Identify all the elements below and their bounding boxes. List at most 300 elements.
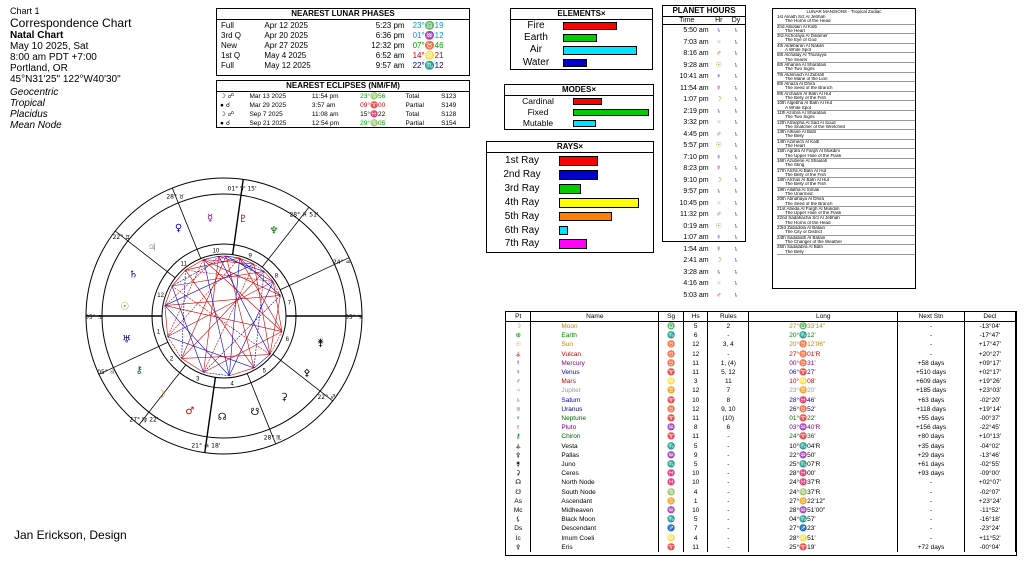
mansion-entry: 5th Alchatay Al Thurayya [777,53,827,58]
mansion-entry: The Searer [777,58,915,63]
planet-next-station: +185 days [898,386,964,395]
planet-row [506,350,1016,359]
day-ruler: ♄ [733,153,739,161]
cusp-label: 28° ♏ [263,434,282,442]
rays-bar [559,239,587,249]
rays-panel [486,141,654,253]
lunar-phase-row [217,51,469,61]
hours-row [663,106,745,118]
planet-rules: - [708,469,749,478]
hours-col-header: Dy [727,17,745,25]
planet-sign: ♏ [659,442,684,451]
modes-bar [573,120,596,127]
planet-col-header: Long [749,312,898,322]
planet-house: 10 [683,396,707,405]
hour-time: 7:03 am [683,38,709,46]
wheel-ring [152,244,296,388]
mansion-entry: 16th Azubene Al Shaulah [777,158,828,163]
eclipse-row [217,110,469,119]
planet-house: 5 [683,460,707,469]
planet-symbol: ⚵ [506,460,531,469]
planet-symbol: Ic [506,534,531,543]
planet-name: Mars [531,377,659,386]
mansion-entry: The Eye of God [777,38,915,43]
planet-longitude: 27°♉01'R [749,350,898,359]
hour-time: 9:57 pm [683,188,709,195]
planet-symbol: ⚷ [506,432,531,441]
day-ruler: ♄ [733,96,739,103]
hours-row [663,163,745,175]
planet-next-station: +72 days [898,543,964,552]
planet-house: 12 [683,386,707,395]
planet-glyph: ♅ [122,334,132,346]
hour-ruler: ☉ [715,61,722,69]
mansion-entry: The Heart [777,144,915,149]
aspect-line [203,260,229,376]
aspect-line [203,295,280,372]
planet-symbol: Ds [506,524,531,533]
planet-longitude: 25°♈19' [749,543,898,552]
planet-name: Midheaven [531,506,659,515]
planet-next-station: - [898,524,964,533]
mansion-entry: A White Spot [777,106,915,111]
planet-rules: 6 [708,423,749,432]
hour-time: 1:54 am [683,245,709,253]
chart-wheel [84,168,364,464]
mansion-entry: The Two Signs [777,115,915,120]
hour-ruler: ♂ [716,211,722,218]
planet-row [506,377,1016,386]
planet-longitude: 24°♍37'R [749,488,898,497]
mansion-entry: 20th Abnahaya Al Dhira [777,197,825,202]
planet-rules: - [708,451,749,460]
planet-symbol: ⚳ [506,469,531,478]
planet-name: Descendant [531,524,659,533]
eclipse-position: 23°♍56 [360,93,386,100]
planet-glyph: ☽ [156,389,166,401]
eclipse-saros: S128 [441,111,457,118]
planet-rules: - [708,331,749,340]
planet-name: Mercury [531,359,659,368]
planet-house: 4 [683,534,707,543]
cusp-label: 05° ♋ [85,314,103,321]
day-ruler: ♄ [733,199,739,207]
eclipse-symbol: ☽ ☍ [220,93,235,100]
hour-ruler: ♃ [716,38,722,46]
eclipse-date: Mar 13 2025 [249,93,286,100]
hour-ruler: ♄ [716,27,722,34]
planet-longitude: 20°♉12'06" [749,340,898,349]
planet-name: Juno [531,460,659,469]
eclipse-kind: Total [405,111,420,118]
day-ruler: ♄ [733,142,739,149]
hour-time: 8:16 am [683,50,709,57]
elements-bar [563,34,597,42]
planet-row [506,460,1016,469]
setting-2: Tropical [10,98,45,109]
house-number: 11 [180,261,187,268]
planet-row [506,423,1016,432]
hour-ruler: ☽ [715,257,722,264]
mansion-entry: The Upper Hole of the Flask [777,154,915,159]
planet-declination: -16°18' [964,515,1015,524]
planet-row [506,386,1016,395]
elements-label: Air [529,44,543,56]
planet-declination: +09°17' [964,359,1015,368]
day-ruler: ♄ [733,119,739,126]
planet-longitude: 01°♈22' [749,414,898,423]
lunar-mansions-panel [772,8,916,289]
planet-name: Uranus [531,405,659,414]
house-number: 9 [248,253,252,260]
elements-panel [510,8,653,70]
planet-row [506,488,1016,497]
hour-ruler: ☿ [716,84,722,92]
planet-next-station: - [898,534,964,543]
aspect-line [254,264,270,355]
hours-row [663,83,745,95]
hour-ruler: ☽ [715,176,722,184]
planet-declination: -00°37' [964,414,1015,423]
planet-symbol: Mc [506,506,531,515]
planet-next-station: - [898,497,964,506]
day-ruler: ♄ [733,130,739,138]
planet-next-station: +58 days [898,359,964,368]
hour-time: 10:45 pm [679,199,709,207]
modes-title: MODES× [505,85,653,96]
eclipse-date: Sep 7 2025 [249,111,283,118]
hour-ruler: ♂ [716,291,722,299]
planet-house: 3 [683,377,707,386]
house-number: 5 [262,368,266,375]
day-ruler: ♄ [733,245,739,253]
planet-house: 11 [683,359,707,368]
planet-name: Ascendant [531,497,659,506]
hour-time: 5:50 am [683,27,709,34]
planet-name: Pallas [531,451,659,460]
house-number: 8 [274,273,279,280]
day-ruler: ♄ [733,27,739,34]
planet-longitude: 10°♌08' [749,377,898,386]
phase-position: 22°♏12 [412,61,444,70]
aspect-line [165,306,168,337]
elements-bar [563,22,617,30]
planet-next-station: +93 days [898,469,964,478]
setting-3: Placidus [10,109,48,120]
rays-label: 7th Ray [504,238,540,250]
planet-longitude: 27°♐23' [749,524,898,533]
planet-house: 10 [683,506,707,515]
day-ruler: ♄ [733,291,739,299]
mansion-entry: 14th Azimech Al Kalb [777,139,820,144]
planet-hours-table [663,17,745,301]
planet-longitude: 04°♏57' [749,515,898,524]
planet-next-station: - [898,488,964,497]
planet-longitude: 23°♊20' [749,386,898,395]
hours-row [663,60,745,72]
hour-ruler: ☿ [716,165,722,172]
mansion-entry: The Belly of the Fish [777,173,915,178]
planet-name: Earth [531,331,659,340]
mansion-entry: 2nd Albotain Al Kalb [777,24,818,29]
hours-row [663,25,745,37]
planet-glyph: ♇ [238,213,248,225]
planet-rules: 1, (4) [708,359,749,368]
chart-subtitle: Natal Chart [10,30,64,41]
planet-declination: -09°00' [964,469,1015,478]
eclipse-symbol: ● ☌ [220,120,231,127]
phase-name: Full [221,61,234,70]
planet-sign: ♉ [659,350,684,359]
elements-label: Earth [524,32,548,44]
hours-row [663,37,745,49]
planet-longitude: 28°♌51' [749,534,898,543]
planet-declination: +20°27' [964,350,1015,359]
planet-glyph: ♄ [128,269,138,281]
planet-table [506,312,1016,552]
mansion-entry: 12th Alzarpha Al Sad Al Suud [777,120,836,125]
planet-sign: ♈ [659,396,684,405]
cusp-label: 27° ♍ 22' [129,416,159,424]
planet-house: 9 [683,451,707,460]
phase-name: 1st Q [221,51,241,60]
mansion-entry: 17th Alchil Al Batn Al Hut [777,168,827,173]
phase-time: 12:32 pm [371,41,405,50]
planet-row [506,432,1016,441]
eclipse-row [217,101,469,110]
planet-rules: - [708,432,749,441]
planet-hours-title: PLANET HOURS [663,6,745,17]
day-ruler: ♄ [733,268,739,276]
eclipses-panel [216,80,470,128]
planet-rules: - [708,460,749,469]
planet-row [506,331,1016,340]
planet-name: Ceres [531,469,659,478]
planet-longitude: 27°♊22'12" [749,497,898,506]
phase-time: 9:57 am [375,61,405,70]
planet-symbol: ⚶ [506,350,531,359]
planet-sign: ♒ [659,506,684,515]
planet-name: Chiron [531,432,659,441]
planet-sign: ♏ [659,331,684,340]
planet-next-station: +156 days [898,423,964,432]
planet-symbol: As [506,497,531,506]
lunar-mansions-title: LUNAR MANSIONS - Tropical Zodiac [806,9,882,14]
mansion-entry: The Belly [777,134,915,139]
cusp-label: 22° ♊ [112,233,131,241]
aspect-line [165,306,282,332]
planet-longitude: 28°♓46' [749,396,898,405]
planet-declination: -13°46' [964,451,1015,460]
mansion-entry: 6th Alhanna Al Sharatain [777,62,827,67]
rays-title: RAYS× [487,142,653,153]
aspect-line [203,260,281,332]
planet-name: Sun [531,340,659,349]
planet-next-station: - [898,331,964,340]
planet-house: 10 [683,478,707,487]
planet-sign: ♉ [659,340,684,349]
hours-row [663,94,745,106]
hour-time: 1:07 am [683,234,709,241]
hours-row [663,209,745,221]
planet-col-header: Decl [964,312,1015,322]
hours-row [663,244,745,256]
planet-longitude: 10°♏04'R [749,442,898,451]
planet-name: Saturn [531,396,659,405]
planet-declination: +23°24' [964,497,1015,506]
hour-time: 5:03 am [683,291,709,299]
mansion-entry: The Snatcher of the Wretched [777,125,915,130]
mansion-entry: The Seed of the Branch [777,86,915,91]
planet-house: 11 [683,432,707,441]
house-number: 2 [169,356,174,363]
planet-rules: 3, 4 [708,340,749,349]
planet-name: Black Moon [531,515,659,524]
planet-declination: -02°55' [964,460,1015,469]
planet-name: South Node [531,488,659,497]
planet-next-station: - [898,322,964,332]
planet-row [506,515,1016,524]
hours-row [663,186,745,198]
planet-glyph: ♃ [147,242,157,254]
phase-time: 6:36 pm [375,31,405,40]
planet-name: Vesta [531,442,659,451]
planet-symbol: ♄ [506,396,531,405]
planet-house: 8 [683,423,707,432]
planet-rules: - [708,478,749,487]
cusp-label: 05° ♑ [345,314,363,321]
planet-rules: - [708,524,749,533]
eclipse-row [217,119,469,128]
mansion-entry: 11th Azobra Al Sharatain [777,110,827,115]
mansion-entry: 24th Sadabath Al Batain [777,235,826,240]
phase-time: 5:23 pm [375,21,405,30]
house-number: 12 [157,293,164,300]
planet-longitude: 25°♏07'R [749,460,898,469]
planet-longitude: 24°♓37'R [749,478,898,487]
planet-hours-panel [662,5,746,299]
planet-row [506,359,1016,368]
hours-row [663,232,745,244]
hour-time: 2:19 pm [683,107,709,115]
planet-sign: ♉ [659,359,684,368]
planet-sign: ♉ [659,405,684,414]
planet-symbol: ⚴ [506,543,531,552]
hours-row [663,140,745,152]
planet-name: Pluto [531,423,659,432]
planet-longitude: 27°♎33'14" [749,322,898,332]
planet-name: Imum Coeli [531,534,659,543]
planet-declination: -04°02' [964,442,1015,451]
aspect-line [182,256,227,358]
rays-bar [559,184,581,194]
cusp-label: 24° ♒ [332,259,351,267]
rays-bar [559,156,598,166]
planet-rules: 2 [708,322,749,332]
rays-label: 1st Ray [505,155,539,166]
planet-row [506,405,1016,414]
planet-col-header: Name [531,312,659,322]
lunar-phase-row [217,41,469,51]
planet-rules: - [708,497,749,506]
planet-rules: (10) [708,414,749,423]
phase-position: 14°♌21 [412,51,444,60]
eclipse-kind: Total [405,93,420,100]
eclipse-symbol: ● ☌ [220,102,231,109]
elements-label: Water [522,56,550,68]
wheel-ring [162,254,286,378]
planet-longitude: 28°♒51'00" [749,506,898,515]
planet-next-station: +55 days [898,414,964,423]
planet-sign: ♊ [659,386,684,395]
planet-glyph: ⚴ [303,367,311,379]
planet-symbol: ♇ [506,423,531,432]
day-ruler: ♄ [733,107,739,115]
planet-next-station: - [898,478,964,487]
day-ruler: ♄ [733,61,739,69]
planet-house: 10 [683,469,707,478]
planet-next-station: +35 days [898,442,964,451]
planet-glyph: ♂ [185,405,195,417]
mansion-entry: 3rd Alchoraya Al Dalamer [777,34,828,39]
eclipses-title: NEAREST ECLIPSES (NM/FM) [217,81,469,92]
mansion-entry: 7th Aldimiach Al Zubrah [777,72,825,77]
planet-declination: +11°52' [964,534,1015,543]
planet-sign: ♏ [659,460,684,469]
planet-sign: ♒ [659,451,684,460]
planet-declination: +17°47' [964,340,1015,349]
planet-symbol: ☋ [506,488,531,497]
planet-name: Venus [531,368,659,377]
lunar-mansions-list [773,15,915,255]
mansion-entry: The Sting [777,163,915,168]
day-ruler: ♄ [733,73,739,80]
planet-glyph: ♆ [269,225,279,237]
planet-sign: ♎ [659,322,684,332]
rays-label: 2nd Ray [503,168,541,180]
mansion-entry: The Two Signs [777,67,915,72]
planet-sign: ♓ [659,478,684,487]
cusp-label: 01° ♈ 15' [227,185,257,193]
day-ruler: ♄ [733,165,739,172]
day-ruler: ♄ [733,222,739,230]
planet-row [506,506,1016,515]
phase-time: 6:52 am [375,51,405,60]
cusp-label: 05° ♌ [97,368,116,376]
rays-label: 6th Ray [504,224,540,236]
planet-rules: 11 [708,377,749,386]
planet-table-panel [505,311,1017,556]
rays-bar [559,212,612,222]
modes-bar [573,98,602,105]
phase-name: Full [221,21,234,30]
planet-rules: - [708,488,749,497]
planet-sign: ♌ [659,534,684,543]
mansion-entry: A White Spot [777,48,915,53]
mansion-entry: The Belly of the Fish [777,96,915,101]
hours-row [663,117,745,129]
hour-time: 3:28 am [683,268,709,276]
hour-ruler: ☿ [716,245,722,253]
planet-declination: -11°52' [964,506,1015,515]
mansion-entry: The Upper Hole of the Flask [777,211,915,216]
hour-time: 2:41 am [683,257,709,264]
rays-bar [559,226,568,236]
planet-symbol: ⚶ [506,442,531,451]
planet-row [506,414,1016,423]
planet-declination: -00°04' [964,543,1015,552]
planet-declination: -17°47' [964,331,1015,340]
